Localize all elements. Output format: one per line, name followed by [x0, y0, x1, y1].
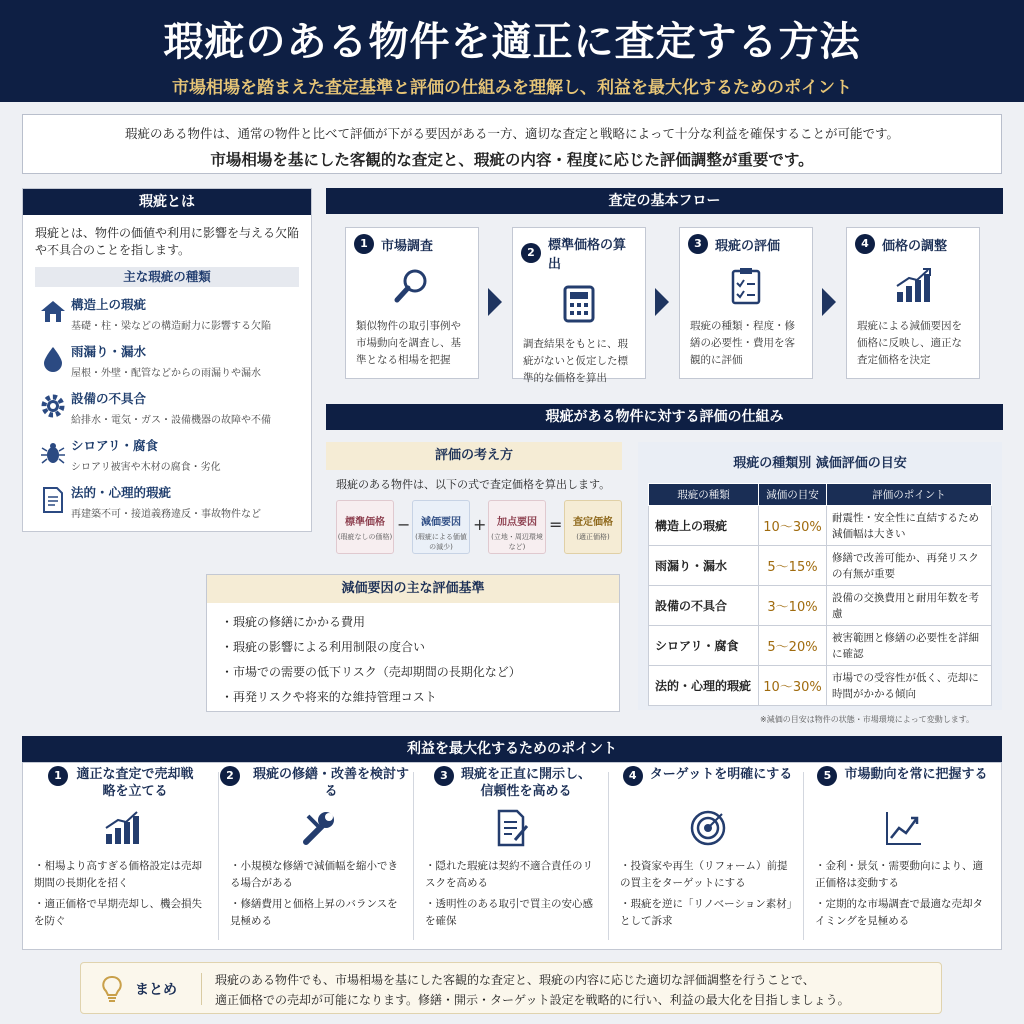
defect-item: 雨漏り・漏水 屋根・外壁・配管などからの雨漏りや漏水 [35, 342, 299, 389]
table-row: 構造上の瑕疵 10〜30% 耐震性・安全性に直結するため減価幅は大きい [649, 506, 992, 546]
formula-depreciation: 減価要因 (瑕疵による価値の減少) [412, 500, 470, 554]
defect-item: 法的・心理的瑕疵 再建築不可・接道義務違反・事故物件など [35, 483, 299, 530]
defect-item: 設備の不具合 給排水・電気・ガス・設備機器の故障や不備 [35, 389, 299, 436]
table-row: シロアリ・腐食 5〜20% 被害範囲と修繕の必要性を詳細に確認 [649, 626, 992, 666]
flow-step: 3 瑕疵の評価 瑕疵の種類・程度・修繕の必要性・費用を客観的に評価 [679, 227, 813, 379]
concept-desc: 瑕疵のある物件は、以下の式で査定価格を算出します。 [336, 478, 611, 491]
formula-operator: − [397, 515, 411, 534]
page-title: 瑕疵のある物件を適正に査定する方法 [163, 18, 861, 65]
bug-icon [35, 436, 71, 470]
document-pen-icon [415, 808, 610, 858]
header [0, 0, 1024, 102]
formula-standard-price: 標準価格 (瑕疵なしの価格) [336, 500, 394, 554]
magnifier-icon [346, 260, 478, 318]
summary-label: まとめ [135, 982, 177, 998]
point-item: 5 市場動向を常に把握する ・金利・景気・需要動向により、適正価格は変動する ・定期的な市場調査で最適な売却タイミングを見極める [805, 766, 1000, 946]
table-row: 雨漏り・漏水 5〜15% 修繕で改善可能か、再発リスクの有無が重要 [649, 546, 992, 586]
lightbulb-icon [101, 975, 123, 1007]
intro-line2: 市場相場を基にした客観的な査定と、瑕疵の内容・程度に応じた評価調整が重要です。 [210, 151, 814, 169]
criteria-box [206, 574, 620, 712]
table-title: 瑕疵の種類別 減価評価の目安 [733, 456, 907, 471]
table-row: 法的・心理的瑕疵 10〜30% 市場での受容性が低く、売却に時間がかかる傾向 [649, 666, 992, 706]
table-note: ※減価の目安は物件の状態・市場環境によって変動します。 [760, 715, 975, 724]
defect-item: 構造上の瑕疵 基礎・柱・梁などの構造耐力に影響する欠陥 [35, 295, 299, 342]
summary-text: 瑕疵のある物件でも、市場相場を基にした客観的な査定と、瑕疵の内容に応じた適切な評価調整を行うことで、 適正価格での売却が可能になります。修繕・開示・ターゲット設定を戦略的に行い、利益の最大化を目指しましょう。 [215, 973, 850, 1007]
growth-chart-icon [24, 808, 219, 858]
defect-item: シロアリ・腐食 シロアリ被害や木材の腐食・劣化 [35, 436, 299, 483]
calculator-icon [513, 278, 645, 336]
depreciation-table-panel [638, 442, 1002, 710]
points-title: 利益を最大化するためのポイント [22, 736, 1002, 762]
flow-step: 4 価格の調整 瑕疵による減価要因を価格に反映し、適正な査定価格を決定 [846, 227, 980, 379]
page-subtitle: 市場相場を踏まえた査定基準と評価の仕組みを理解し、利益を最大化するためのポイント [172, 78, 852, 98]
defects-desc: 瑕疵とは、物件の価値や利用に影響を与える欠陥や不具合のことを指します。 [35, 226, 300, 257]
flow-arrow [822, 288, 836, 316]
criteria-item: ・再発リスクや将来的な維持管理コスト [221, 690, 437, 704]
formula-operator: = [549, 515, 563, 534]
criteria-title: 減価要因の主な評価基準 [207, 575, 619, 603]
water-drop-icon [35, 342, 71, 376]
wrench-icon [220, 808, 415, 858]
defects-panel [22, 188, 312, 532]
defects-title: 瑕疵とは [23, 189, 311, 215]
formula-assessed-price: 査定価格 (適正価格) [564, 500, 622, 554]
criteria-item: ・瑕疵の影響による利用制限の度合い [221, 640, 426, 654]
flow-arrow [655, 288, 669, 316]
criteria-item: ・市場での需要の低下リスク（売却期間の長期化など） [221, 665, 521, 679]
criteria-item: ・瑕疵の修繕にかかる費用 [221, 615, 366, 629]
point-item: 2 瑕疵の修繕・改善を検討する ・小規模な修繕で減価幅を縮小できる場合がある ・修繕費用と価格上昇のバランスを見極める [220, 766, 415, 946]
bar-chart-icon [847, 260, 979, 318]
flow-step: 2 標準価格の算出 調査結果をもとに、瑕疵がないと仮定した標準的な価格を算出 [512, 227, 646, 379]
checklist-icon [680, 260, 812, 318]
house-icon [35, 295, 71, 327]
intro-box [22, 114, 1002, 174]
flow-step: 1 市場調査 類似物件の取引事例や市場動向を調査し、基準となる相場を把握 [345, 227, 479, 379]
flow-title: 査定の基本フロー [326, 188, 1003, 214]
depreciation-table: 瑕疵の種類 減価の目安 評価のポイント 構造上の瑕疵 10〜30% 耐震性・安全性に直結するため減価幅は大きい 雨漏り・漏水 5〜15% 修繕で改善可能か、再発リスクの有無が重要 設備の不具合 3〜10% 設備の交換費用と耐用年数を考慮 シロアリ・腐食 5〜20% 被害範囲と修繕の必要性を詳細に確認 法的・心理的瑕疵 10〜30% 市場での受容性が低く、売却に時間がかかる傾向 [648, 483, 992, 706]
point-item: 4 ターゲットを明確にする ・投資家や再生（リフォーム）前提の買主をターゲットにする ・瑕疵を逆に「リノベーション素材」として訴求 [610, 766, 805, 946]
target-icon [610, 808, 805, 858]
concept-title: 評価の考え方 [326, 442, 622, 470]
point-item: 1 適正な査定で売却戦略を立てる ・相場より高すぎる価格設定は売却期間の長期化を招く ・適正価格で早期売却し、機会損失を防ぐ [24, 766, 219, 946]
formula-operator: + [473, 515, 487, 534]
flow-arrow [488, 288, 502, 316]
trend-line-icon [805, 808, 1000, 858]
point-item: 3 瑕疵を正直に開示し、信頼性を高める ・隠れた瑕疵は契約不適合責任のリスクを高める ・透明性のある取引で買主の安心感を確保 [415, 766, 610, 946]
table-row: 設備の不具合 3〜10% 設備の交換費用と耐用年数を考慮 [649, 586, 992, 626]
document-icon [35, 483, 71, 517]
summary-box [80, 962, 942, 1014]
defect-types-title: 主な瑕疵の種類 [35, 267, 299, 287]
evaluation-title: 瑕疵がある物件に対する評価の仕組み [326, 404, 1003, 430]
gear-icon [35, 389, 71, 423]
intro-line1: 瑕疵のある物件は、通常の物件と比べて評価が下がる要因がある一方、適切な査定と戦略によって十分な利益を確保することが可能です。 [124, 126, 899, 141]
formula-bonus: 加点要因 (立地・周辺環境など) [488, 500, 546, 554]
